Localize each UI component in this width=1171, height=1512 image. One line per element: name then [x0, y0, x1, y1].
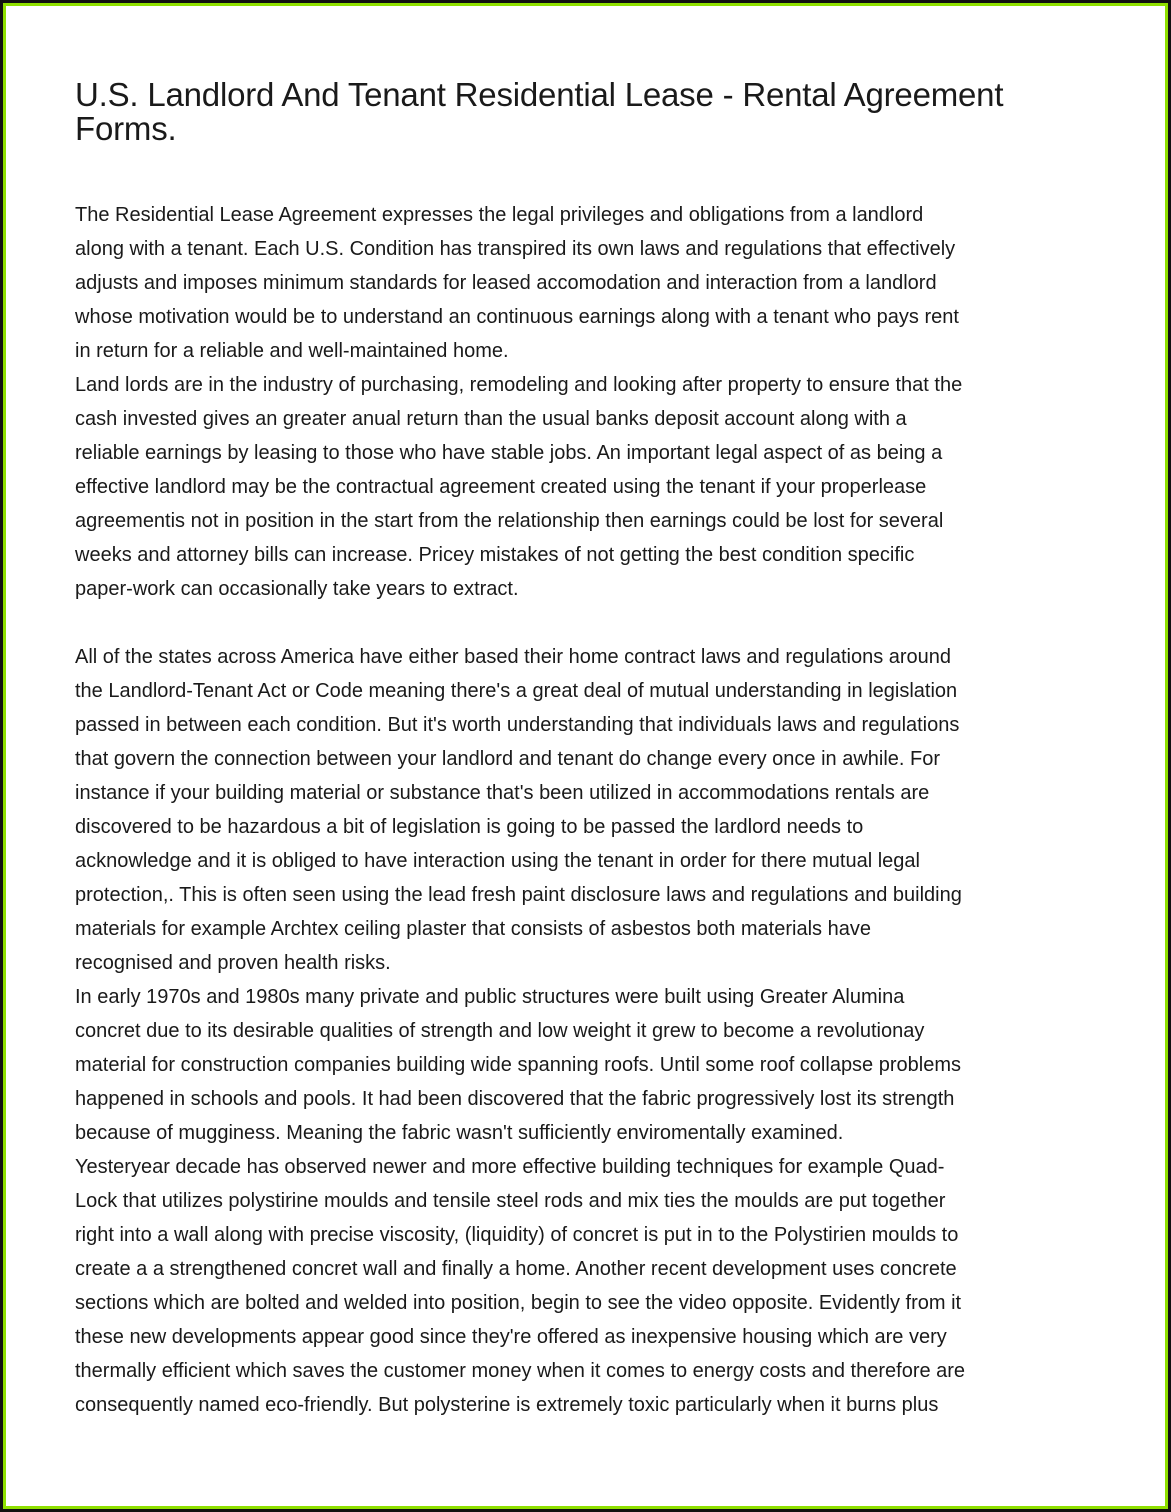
document-body — [75, 198, 1105, 1422]
text-line: cash invested gives an greater anual return than the usual banks deposit account along with a — [75, 408, 907, 430]
text-line: paper-work can occasionally take years to extract. — [75, 578, 519, 600]
document-page — [75, 78, 1105, 1422]
paragraph — [75, 368, 1105, 606]
text-line: whose motivation would be to understand an continuous earnings along with a tenant who pays rent — [75, 306, 959, 328]
text-line: that govern the connection between your landlord and tenant do change every once in awhile. For — [75, 748, 941, 770]
paragraph — [75, 640, 1105, 980]
text-line: material for construction companies building wide spanning roofs. Until some roof collapse problems — [75, 1054, 961, 1076]
text-line: All of the states across America have either based their home contract laws and regulations around — [75, 646, 952, 668]
text-line: sections which are bolted and welded into position, begin to see the video opposite. Evidently from it — [75, 1292, 962, 1314]
text-line: discovered to be hazardous a bit of legislation is going to be passed the lardlord needs to — [75, 816, 864, 838]
text-line: effective landlord may be the contractual agreement created using the tenant if your properlease — [75, 476, 927, 498]
text-line: consequently named eco-friendly. But polysterine is extremely toxic particularly when it burns plus — [75, 1394, 939, 1416]
paragraph — [75, 980, 1105, 1150]
text-line: Lock that utilizes polystirine moulds and tensile steel rods and mix ties the moulds are put together — [75, 1190, 946, 1212]
text-line: happened in schools and pools. It had been discovered that the fabric progressively lost its strength — [75, 1088, 955, 1110]
text-line: weeks and attorney bills can increase. Pricey mistakes of not getting the best condition specific — [75, 544, 915, 566]
text-line: right into a wall along with precise viscosity, (liquidity) of concret is put in to the Polystirien moulds to — [75, 1224, 959, 1246]
text-line: the Landlord-Tenant Act or Code meaning there's a great deal of mutual understanding in legislation — [75, 680, 958, 702]
text-line: recognised and proven health risks. — [75, 952, 391, 974]
text-line: because of mugginess. Meaning the fabric wasn't sufficiently enviromentally examined. — [75, 1122, 844, 1144]
text-line: create a a strengthened concret wall and finally a home. Another recent development uses concrete — [75, 1258, 957, 1280]
text-line: acknowledge and it is obliged to have interaction using the tenant in order for there mutual legal — [75, 850, 920, 872]
text-line: Land lords are in the industry of purchasing, remodeling and looking after property to ensure that the — [75, 374, 963, 396]
text-line: materials for example Archtex ceiling plaster that consists of asbestos both materials have — [75, 918, 871, 940]
text-line: adjusts and imposes minimum standards for leased accomodation and interaction from a landlord — [75, 272, 937, 294]
paragraph — [75, 1150, 1105, 1422]
document-title: U.S. Landlord And Tenant Residential Lease - Rental Agreement Forms. — [75, 76, 1004, 147]
text-line: protection,. This is often seen using the lead fresh paint disclosure laws and regulations and building — [75, 884, 962, 906]
paragraph-spacer — [75, 606, 1105, 640]
text-line: instance if your building material or substance that's been utilized in accommodations rentals are — [75, 782, 930, 804]
text-line: Yesteryear decade has observed newer and more effective building techniques for example Quad- — [75, 1156, 945, 1178]
text-line: in return for a reliable and well-maintained home. — [75, 340, 509, 362]
text-line: agreementis not in position in the start from the relationship then earnings could be lost for several — [75, 510, 944, 532]
text-line: reliable earnings by leasing to those who have stable jobs. An important legal aspect of as being a — [75, 442, 943, 464]
text-line: passed in between each condition. But it's worth understanding that individuals laws and regulations — [75, 714, 960, 736]
text-line: these new developments appear good since they're offered as inexpensive housing which are very — [75, 1326, 947, 1348]
paragraph — [75, 198, 1105, 368]
text-line: The Residential Lease Agreement expresses the legal privileges and obligations from a landlord — [75, 204, 924, 226]
text-line: along with a tenant. Each U.S. Condition has transpired its own laws and regulations that effectively — [75, 238, 956, 260]
text-line: concret due to its desirable qualities of strength and low weight it grew to become a revolutionay — [75, 1020, 925, 1042]
text-line: In early 1970s and 1980s many private and public structures were built using Greater Alumina — [75, 986, 905, 1008]
text-line: thermally efficient which saves the customer money when it comes to energy costs and therefore are — [75, 1360, 966, 1382]
